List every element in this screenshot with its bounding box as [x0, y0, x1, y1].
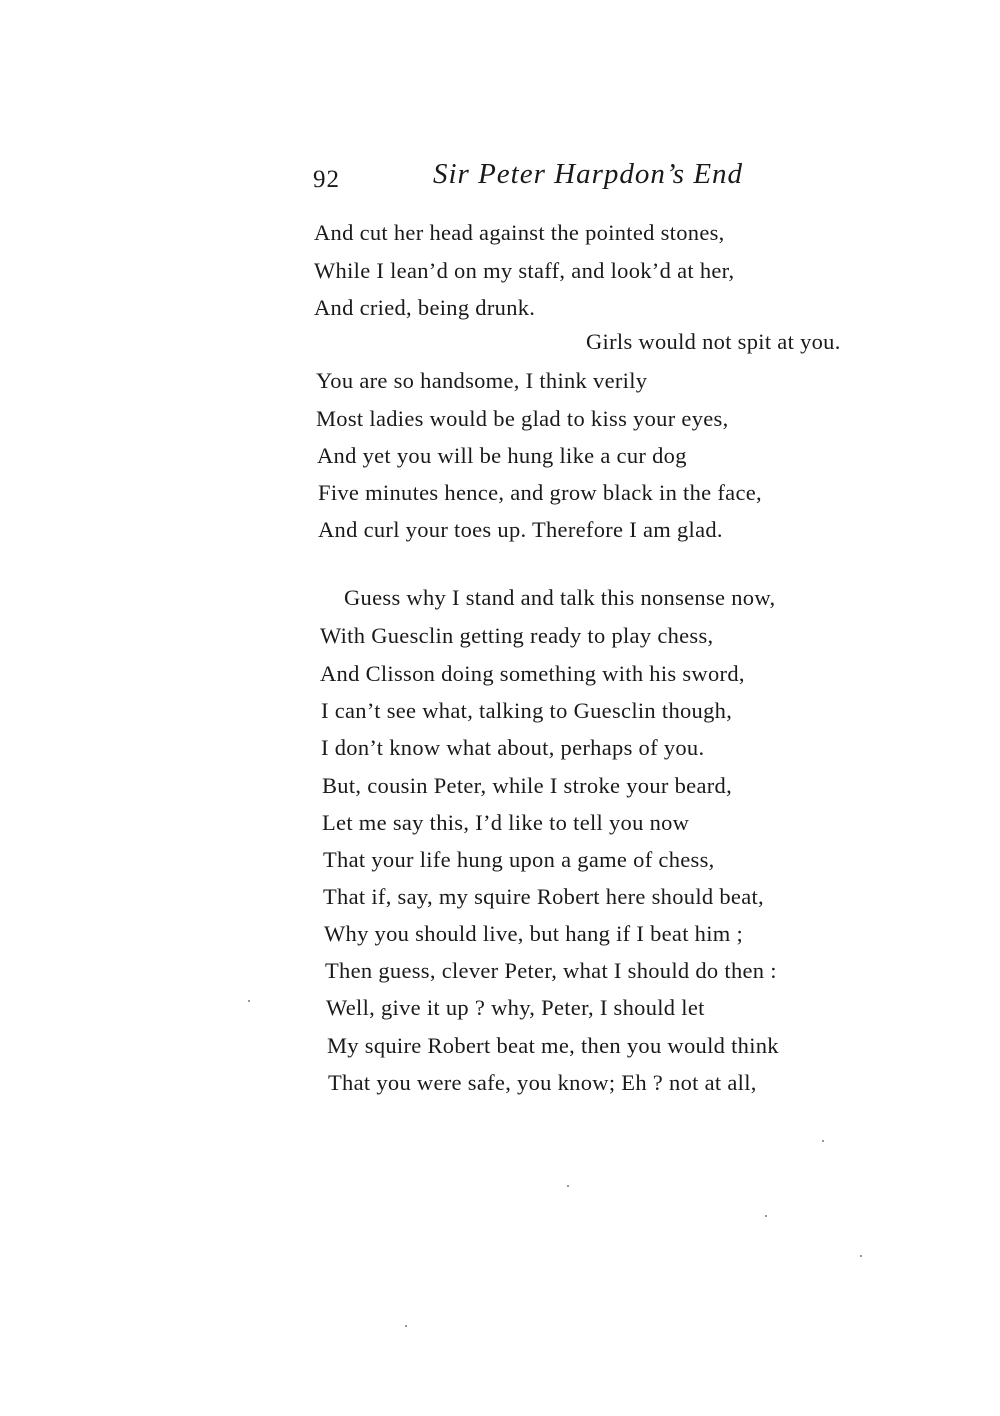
verse-line: And cried, being drunk. — [314, 295, 536, 320]
verse-line: Girls would not spit at you. — [586, 329, 841, 354]
verse-line: And Clisson doing something with his sword, — [320, 661, 745, 686]
verse-line: That if, say, my squire Robert here should beat, — [323, 884, 764, 909]
paper-speck — [567, 1185, 569, 1187]
verse-line: I don’t know what about, perhaps of you. — [321, 735, 705, 760]
page-number: 92 — [313, 166, 340, 193]
verse-line: You are so handsome, I think verily — [316, 368, 648, 393]
paper-speck — [765, 1215, 767, 1217]
verse-line: Five minutes hence, and grow black in the face, — [318, 480, 762, 505]
paper-speck — [405, 1325, 407, 1327]
paper-speck — [822, 1140, 824, 1142]
verse-line: Let me say this, I’d like to tell you now — [322, 810, 690, 835]
verse-line: Guess why I stand and talk this nonsense now, — [344, 585, 776, 610]
running-title: Sir Peter Harpdon’s End — [433, 158, 744, 190]
verse-line: I can’t see what, talking to Guesclin though, — [321, 698, 733, 723]
verse-line: And cut her head against the pointed stones, — [314, 220, 725, 245]
paper-speck — [248, 1000, 250, 1002]
verse-line: That you were safe, you know; Eh ? not at all, — [328, 1070, 757, 1095]
verse-line: Then guess, clever Peter, what I should do then : — [325, 958, 777, 983]
verse-line: My squire Robert beat me, then you would think — [327, 1033, 779, 1058]
verse-line: And curl your toes up. Therefore I am glad. — [318, 517, 723, 542]
verse-line: But, cousin Peter, while I stroke your beard, — [322, 773, 733, 798]
verse-line: While I lean’d on my staff, and look’d at her, — [314, 258, 735, 283]
verse-line: Why you should live, but hang if I beat him ; — [324, 921, 744, 946]
verse-line: Well, give it up ? why, Peter, I should let — [326, 995, 705, 1020]
verse-line: That your life hung upon a game of chess, — [323, 847, 715, 872]
verse-line: And yet you will be hung like a cur dog — [317, 443, 687, 468]
verse-line: With Guesclin getting ready to play chess, — [320, 623, 714, 648]
verse-line: Most ladies would be glad to kiss your eyes, — [316, 406, 729, 431]
paper-speck — [860, 1255, 862, 1257]
